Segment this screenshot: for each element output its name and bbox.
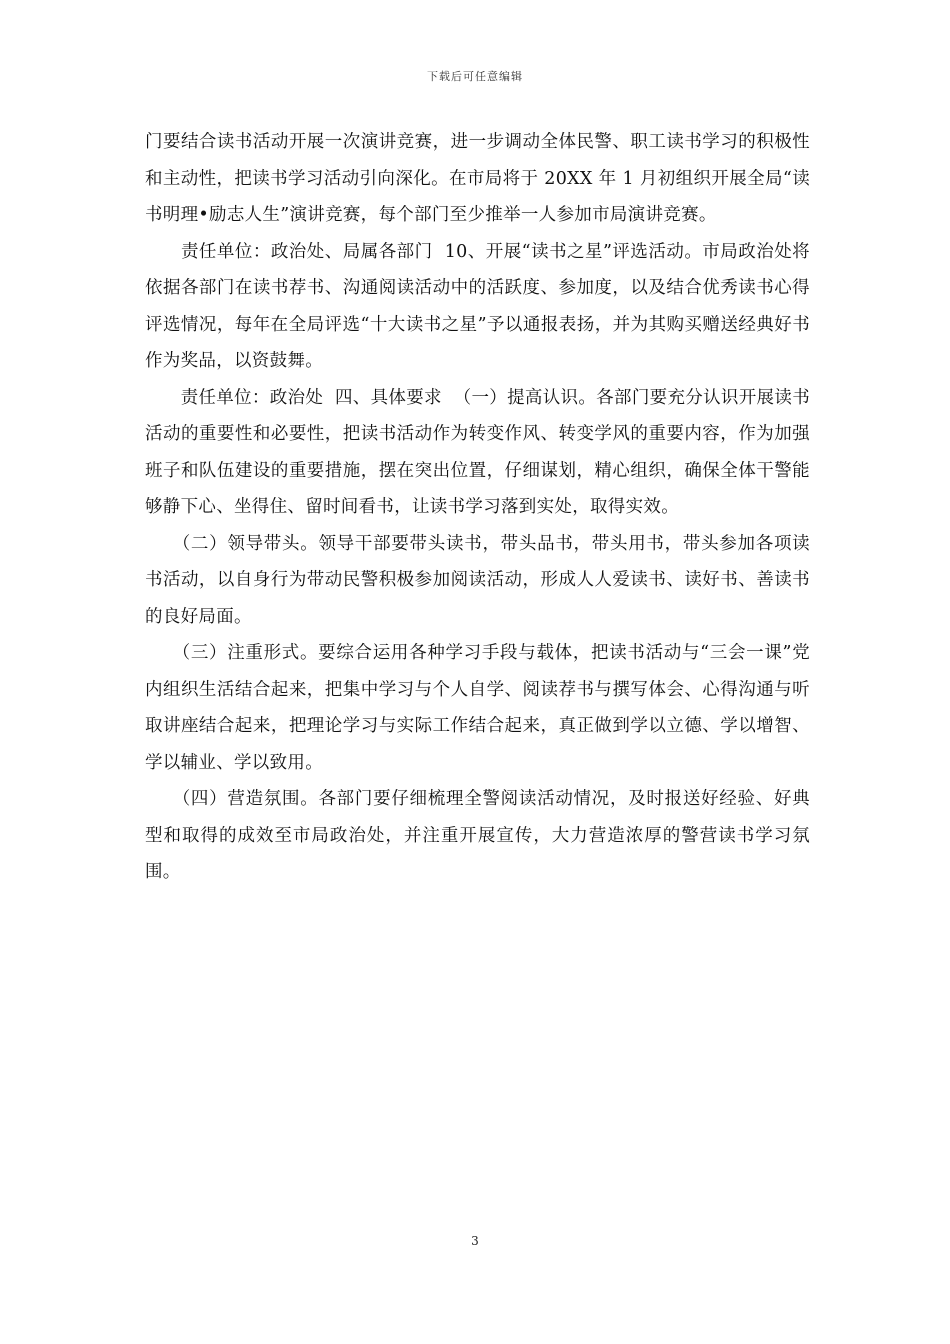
page-number: 3 xyxy=(471,1234,479,1248)
body-paragraph: （二）领导带头。领导干部要带头读书，带头品书，带头用书，带头参加各项读书活动，以自身行为带动民警积极参加阅读活动，形成人人爱读书、读好书、善读书的良好局面。 xyxy=(145,533,810,627)
body-paragraph: （四）营造氛围。各部门要仔细梳理全警阅读活动情况，及时报送好经验、好典型和取得的成效至市局政治处，并注重开展宣传，大力营造浓厚的警营读书学习氛围。 xyxy=(145,789,810,882)
body-paragraph: （三）注重形式。要综合运用各种学习手段与载体，把读书活动与“三会一课”党内组织生活结合起来，把集中学习与个人自学、阅读荐书与撰写体会、心得沟通与听取讲座结合起来，把理论学习与实际工作结合起来，真正做到学以立德、学以增智、学以辅业、学以致用。 xyxy=(145,643,810,773)
body-paragraph: 门要结合读书活动开展一次演讲竞赛，进一步调动全体民警、职工读书学习的积极性和主动性，把读书学习活动引向深化。在市局将于 20XX 年 1 月初组织开展全局“读书明理•励志人生”演讲竞赛，每个部门至少推举一人参加市局演讲竞赛。 xyxy=(145,132,810,225)
document-body xyxy=(145,124,810,891)
body-paragraph: 责任单位：政治处 四、具体要求 （一）提高认识。各部门要充分认识开展读书活动的重要性和必要性，把读书活动作为转变作风、转变学风的重要内容，作为加强班子和队伍建设的重要措施，摆在突出位置，仔细谋划，精心组织，确保全体干警能够静下心、坐得住、留时间看书，让读书学习落到实处，取得实效。 xyxy=(145,387,810,517)
body-paragraph: 责任单位：政治处、局属各部门 10、开展“读书之星”评选活动。市局政治处将依据各部门在读书荐书、沟通阅读活动中的活跃度、参加度，以及结合优秀读书心得评选情况，每年在全局评选“十大读书之星”予以通报表扬，并为其购买赠送经典好书作为奖品，以资鼓舞。 xyxy=(145,241,810,371)
page-header-note: 下载后可任意编辑 xyxy=(427,70,523,83)
